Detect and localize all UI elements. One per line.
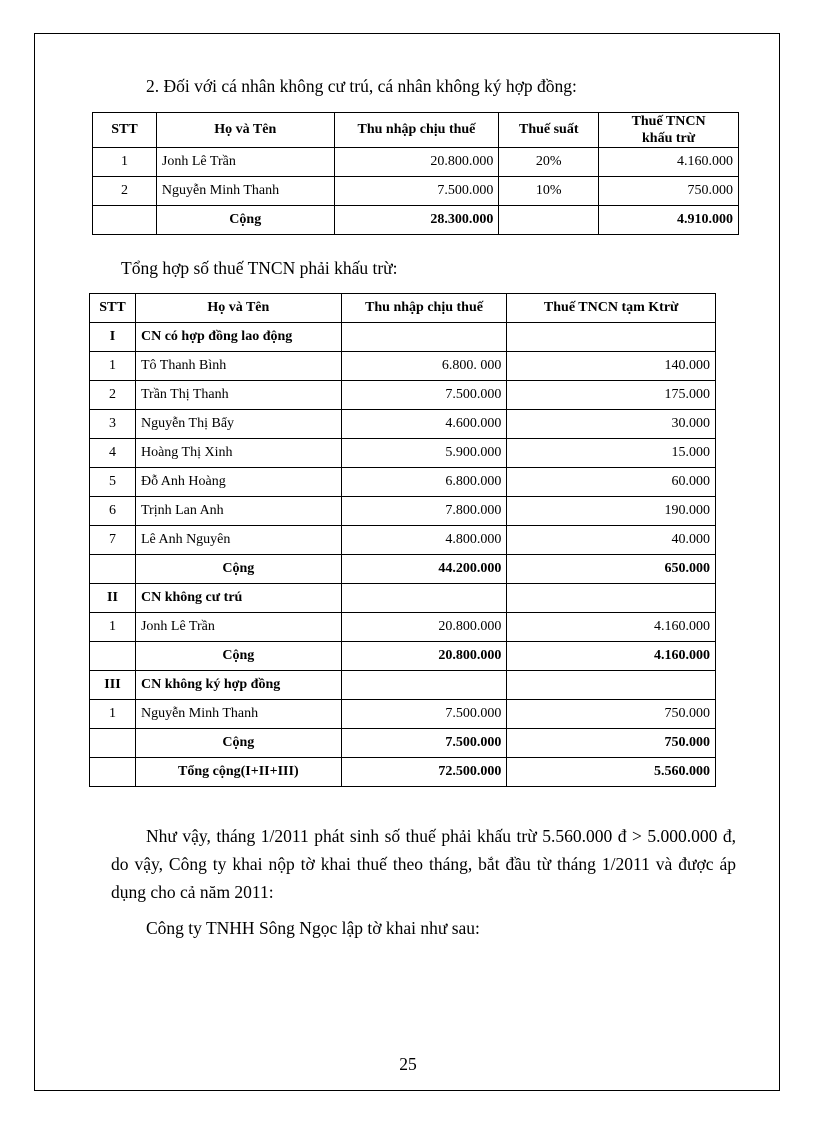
table-row xyxy=(90,352,716,381)
group-title: CN có hợp đồng lao động xyxy=(135,323,341,352)
row-tax: 750.000 xyxy=(507,700,716,729)
row-name: Trần Thị Thanh xyxy=(135,381,341,410)
row-stt: 6 xyxy=(90,497,136,526)
subtotal-label: Cộng xyxy=(135,642,341,671)
row-tax: 175.000 xyxy=(507,381,716,410)
header-stt: STT xyxy=(93,113,157,148)
group-tax-empty xyxy=(507,584,716,613)
header-tax-line1: Thuế TNCN xyxy=(631,114,706,129)
table-row xyxy=(90,613,716,642)
group-header-row xyxy=(90,323,716,352)
subtotal-income: 20.800.000 xyxy=(341,642,507,671)
row-name: Đỗ Anh Hoàng xyxy=(135,468,341,497)
table-row xyxy=(90,700,716,729)
row-stt: 1 xyxy=(90,352,136,381)
grand-total-stt-empty xyxy=(90,758,136,787)
subtotal-row xyxy=(90,642,716,671)
group-roman: I xyxy=(90,323,136,352)
subtotal-tax: 650.000 xyxy=(507,555,716,584)
page-number: 25 xyxy=(399,1054,417,1074)
conclusion-paragraph: Như vậy, tháng 1/2011 phát sinh số thuế phải khấu trừ 5.560.000 đ > 5.000.000 đ, do vậy, Công ty khai nộp tờ khai thuế theo tháng, bắt đầu từ tháng 1/2011 và được áp dụng cho cả năm 2011: xyxy=(111,826,736,902)
summary-tax-table xyxy=(89,293,716,787)
row-stt: 2 xyxy=(93,177,157,206)
row-tax: 140.000 xyxy=(507,352,716,381)
grand-total-tax: 5.560.000 xyxy=(507,758,716,787)
table-row xyxy=(90,497,716,526)
total-label: Cộng xyxy=(156,206,334,235)
header-income: Thu nhập chịu thuế xyxy=(341,294,507,323)
group-roman: III xyxy=(90,671,136,700)
row-stt: 1 xyxy=(93,148,157,177)
row-tax: 4.160.000 xyxy=(599,148,739,177)
row-tax: 60.000 xyxy=(507,468,716,497)
row-income: 7.500.000 xyxy=(341,700,507,729)
table-row xyxy=(93,177,739,206)
group-income-empty xyxy=(341,323,507,352)
row-name: Nguyễn Minh Thanh xyxy=(156,177,334,206)
group-header-row xyxy=(90,671,716,700)
row-income: 20.800.000 xyxy=(341,613,507,642)
table-row xyxy=(90,381,716,410)
total-row xyxy=(93,206,739,235)
section-2-title: 2. Đối với cá nhân không cư trú, cá nhân không ký hợp đồng: xyxy=(146,76,577,96)
row-tax: 40.000 xyxy=(507,526,716,555)
group-income-empty xyxy=(341,584,507,613)
total-stt-empty xyxy=(93,206,157,235)
row-name: Jonh Lê Trần xyxy=(135,613,341,642)
table-header-row xyxy=(93,113,739,148)
row-stt: 2 xyxy=(90,381,136,410)
row-income: 5.900.000 xyxy=(341,439,507,468)
header-income: Thu nhập chịu thuế xyxy=(334,113,499,148)
row-name: Trịnh Lan Anh xyxy=(135,497,341,526)
row-stt: 4 xyxy=(90,439,136,468)
group-tax-empty xyxy=(507,671,716,700)
summary-title: Tổng hợp số thuế TNCN phải khấu trừ: xyxy=(121,258,398,278)
summary-table-body xyxy=(90,323,716,787)
table-row xyxy=(90,526,716,555)
header-tax: Thuế TNCN tạm Ktrừ xyxy=(507,294,716,323)
group-tax-empty xyxy=(507,323,716,352)
subtotal-income: 7.500.000 xyxy=(341,729,507,758)
row-income: 6.800. 000 xyxy=(341,352,507,381)
subtotal-tax: 4.160.000 xyxy=(507,642,716,671)
grand-total-income: 72.500.000 xyxy=(341,758,507,787)
subtotal-stt-empty xyxy=(90,642,136,671)
row-income: 7.800.000 xyxy=(341,497,507,526)
row-income: 7.500.000 xyxy=(334,177,499,206)
row-stt: 1 xyxy=(90,700,136,729)
row-income: 4.800.000 xyxy=(341,526,507,555)
row-tax: 4.160.000 xyxy=(507,613,716,642)
row-stt: 5 xyxy=(90,468,136,497)
subtotal-tax: 750.000 xyxy=(507,729,716,758)
row-stt: 7 xyxy=(90,526,136,555)
table-row xyxy=(90,468,716,497)
company-declaration-paragraph: Công ty TNHH Sông Ngọc lập tờ khai như sau: xyxy=(146,918,480,938)
row-rate: 10% xyxy=(499,177,599,206)
grand-total-row xyxy=(90,758,716,787)
row-name: Jonh Lê Trần xyxy=(156,148,334,177)
table-row xyxy=(90,439,716,468)
subtotal-row xyxy=(90,555,716,584)
row-income: 6.800.000 xyxy=(341,468,507,497)
row-income: 7.500.000 xyxy=(341,381,507,410)
table-row xyxy=(93,148,739,177)
row-name: Nguyễn Minh Thanh xyxy=(135,700,341,729)
row-name: Nguyễn Thị Bẩy xyxy=(135,410,341,439)
row-stt: 1 xyxy=(90,613,136,642)
subtotal-income: 44.200.000 xyxy=(341,555,507,584)
table-row xyxy=(90,410,716,439)
table-header-row xyxy=(90,294,716,323)
group-title: CN không ký hợp đồng xyxy=(135,671,341,700)
total-tax: 4.910.000 xyxy=(599,206,739,235)
header-stt: STT xyxy=(90,294,136,323)
group-roman: II xyxy=(90,584,136,613)
group-income-empty xyxy=(341,671,507,700)
subtotal-stt-empty xyxy=(90,555,136,584)
subtotal-stt-empty xyxy=(90,729,136,758)
row-name: Lê Anh Nguyên xyxy=(135,526,341,555)
subtotal-label: Cộng xyxy=(135,729,341,758)
row-tax: 15.000 xyxy=(507,439,716,468)
row-name: Hoàng Thị Xinh xyxy=(135,439,341,468)
total-rate-empty xyxy=(499,206,599,235)
row-name: Tô Thanh Bình xyxy=(135,352,341,381)
row-tax: 190.000 xyxy=(507,497,716,526)
header-name: Họ và Tên xyxy=(135,294,341,323)
total-income: 28.300.000 xyxy=(334,206,499,235)
grand-total-label: Tổng cộng(I+II+III) xyxy=(135,758,341,787)
header-tax-line2: khấu trừ xyxy=(642,131,696,146)
header-rate: Thuế suất xyxy=(499,113,599,148)
row-tax: 750.000 xyxy=(599,177,739,206)
row-tax: 30.000 xyxy=(507,410,716,439)
row-income: 20.800.000 xyxy=(334,148,499,177)
subtotal-row xyxy=(90,729,716,758)
row-stt: 3 xyxy=(90,410,136,439)
row-rate: 20% xyxy=(499,148,599,177)
row-income: 4.600.000 xyxy=(341,410,507,439)
header-tax xyxy=(599,113,739,148)
nonresident-tax-table xyxy=(92,112,739,235)
header-name: Họ và Tên xyxy=(156,113,334,148)
group-header-row xyxy=(90,584,716,613)
subtotal-label: Cộng xyxy=(135,555,341,584)
group-title: CN không cư trú xyxy=(135,584,341,613)
